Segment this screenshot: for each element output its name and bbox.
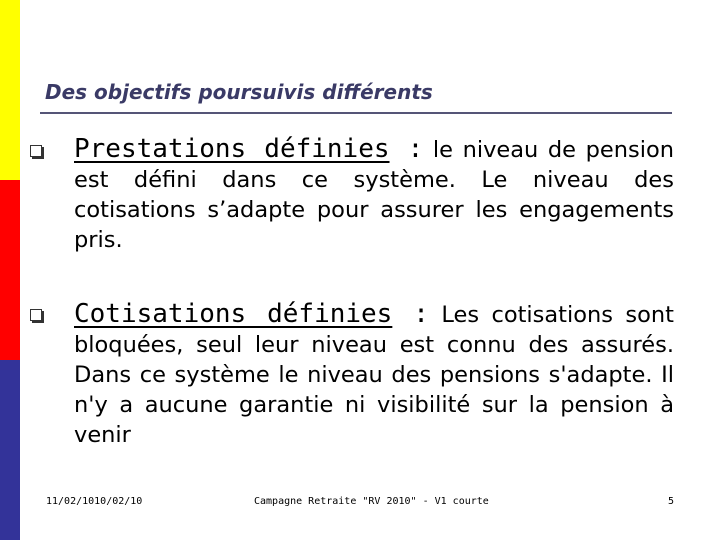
title-underline — [40, 112, 672, 114]
bullet-lead-term: Cotisations définies — [74, 299, 393, 329]
decorative-sidebar — [0, 0, 20, 540]
footer-page-number: 5 — [668, 496, 675, 507]
bullet-square-icon — [30, 309, 44, 323]
sidebar-purple-segment — [0, 360, 20, 540]
bullet-paragraph-prestations — [74, 134, 674, 255]
footer-caption: Campagne Retraite "RV 2010" - V1 courte — [254, 496, 489, 507]
slide-title: Des objectifs poursuivis différents — [45, 80, 433, 104]
bullet-colon: : — [389, 134, 424, 164]
footer-date: 11/02/1010/02/10 — [46, 496, 143, 507]
sidebar-red-segment — [0, 180, 20, 360]
bullet-body-text: Les cotisations sont bloquées, seul leur niveau est connu des assurés. Dans ce système le niveau des pensions s'adapte. Il n'y a aucune garantie ni visibilité sur la pension à venir — [74, 302, 674, 448]
bullet-lead-term: Prestations définies — [74, 134, 390, 164]
bullet-paragraph-cotisations — [74, 299, 674, 450]
sidebar-yellow-segment — [0, 0, 20, 180]
bullet-colon: : — [392, 299, 429, 329]
bullet-body-text: le niveau de pension est défini dans ce système. Le niveau des cotisations s’adapte pour assurer les engagements pris. — [74, 137, 674, 253]
bullet-square-icon — [30, 145, 44, 159]
